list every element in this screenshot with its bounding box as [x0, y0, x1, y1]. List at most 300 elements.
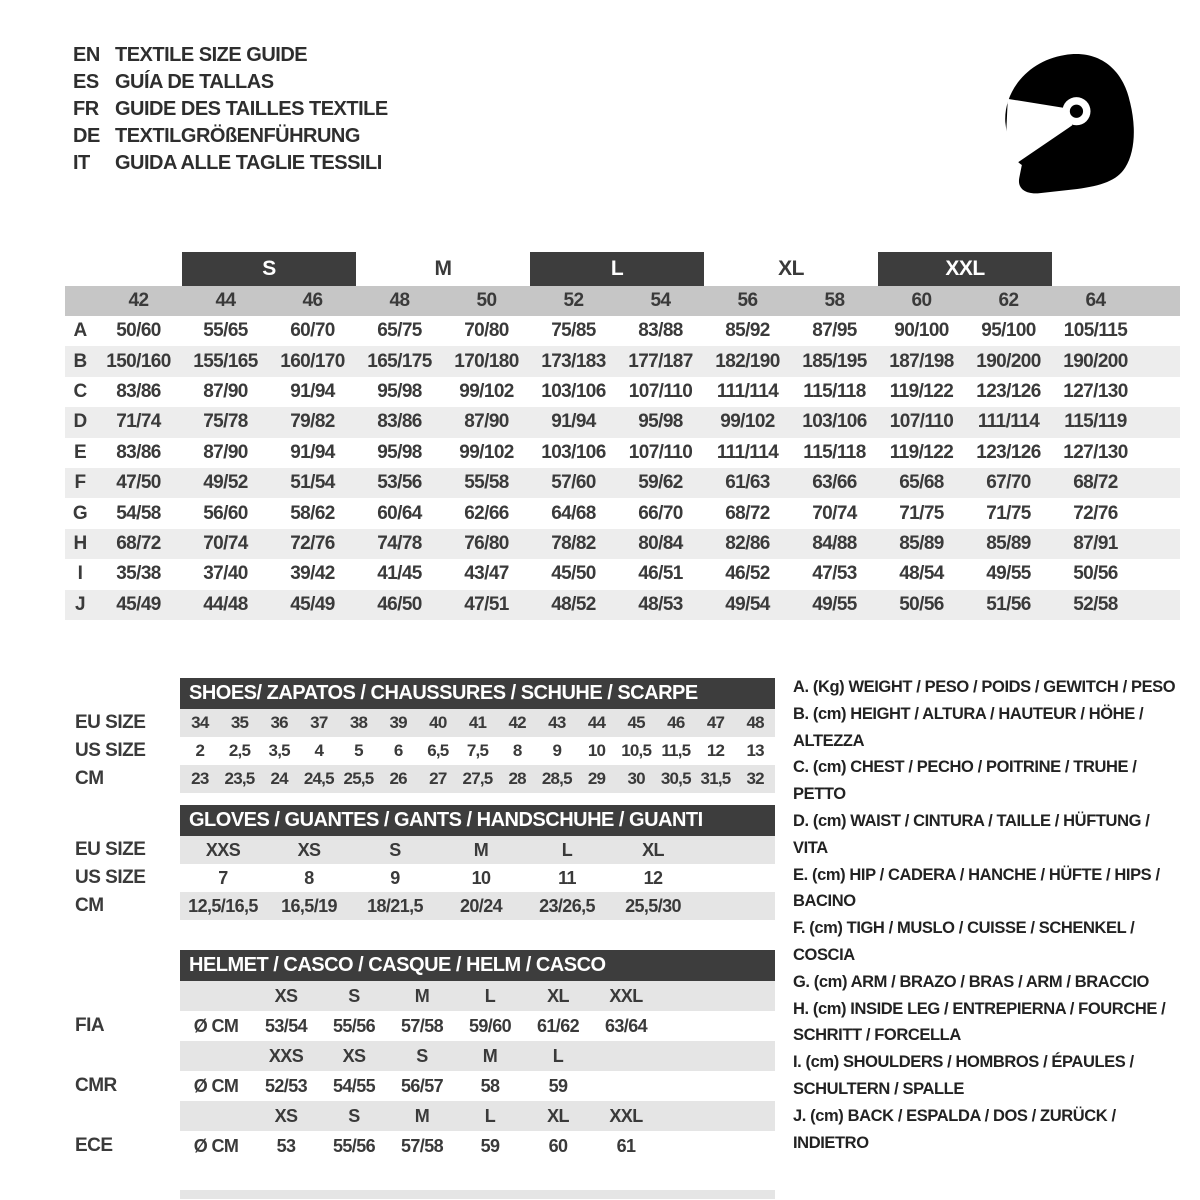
helmet-rows	[65, 981, 775, 1161]
size-band-l: L	[530, 252, 704, 286]
row-label: CM	[75, 768, 104, 789]
size-cell: 170/180	[454, 350, 519, 372]
size-cell: 119/122	[889, 441, 954, 463]
helmet-table-header	[180, 950, 775, 981]
corner-cell	[65, 286, 95, 316]
size-cell: 85/92	[725, 320, 770, 342]
value-cell: 12,5/16,5	[188, 895, 258, 916]
size-label-cell: L	[484, 1105, 496, 1126]
row-values	[180, 1041, 775, 1071]
size-cell: 66/70	[638, 502, 683, 524]
size-numbers-row	[65, 286, 1180, 316]
row-letter: C	[73, 380, 87, 402]
size-label-cell: XL	[547, 985, 569, 1006]
size-cell: 115/119	[1064, 411, 1127, 433]
legend-item: I. (cm) SHOULDERS / HOMBROS / ÉPAULES / SCHULTERN / SPALLE	[793, 1053, 1134, 1098]
shoes-rows	[65, 709, 775, 793]
size-number: 48	[389, 290, 410, 311]
value-cell: 7	[218, 867, 228, 888]
size-cell: 68/72	[1073, 472, 1118, 494]
value-cell: 55/56	[332, 1015, 376, 1036]
size-cell: 165/175	[367, 350, 432, 372]
size-table-body	[65, 316, 1180, 620]
legend-item: F. (cm) TIGH / MUSLO / CUISSE / SCHENKEL / COSCIA	[793, 919, 1135, 964]
table-row	[65, 346, 1180, 376]
value-cell: 59	[480, 1135, 500, 1156]
size-band-m: M	[434, 257, 452, 280]
row-label	[65, 1101, 180, 1131]
table-row	[65, 377, 1180, 407]
size-cell: 50/60	[116, 320, 161, 342]
size-cell: 51/54	[290, 472, 335, 494]
size-cell: 87/91	[1073, 532, 1118, 554]
row-values	[180, 892, 775, 920]
value-cell: 55/56	[332, 1135, 376, 1156]
size-cell: 150/160	[106, 350, 171, 372]
size-cell: 58/62	[290, 502, 335, 524]
size-label-cell: XXL	[609, 1105, 643, 1126]
size-cell: 45/50	[551, 563, 596, 585]
value-cell: 13	[746, 741, 764, 760]
gloves-row	[65, 892, 775, 920]
size-cell: 68/72	[725, 502, 770, 524]
value-cell: XXS	[205, 839, 241, 860]
value-cell: 44	[587, 713, 606, 732]
size-number: 50	[476, 290, 497, 311]
value-cell: 59/60	[468, 1015, 512, 1036]
shoes-row	[65, 737, 775, 765]
size-cell: 74/78	[377, 532, 422, 554]
value-cell: 23	[191, 769, 209, 788]
unit-cell	[180, 981, 252, 1011]
row-label: EU SIZE	[75, 712, 146, 733]
helmet-value-row	[65, 1011, 775, 1041]
size-cell: 82/86	[725, 532, 770, 554]
size-label-cell	[592, 1041, 660, 1071]
value-cell: 63/64	[604, 1015, 648, 1036]
size-number: 64	[1085, 290, 1106, 311]
value-cell: 20/24	[459, 895, 503, 916]
size-cell: 83/86	[116, 380, 161, 402]
size-cell: 115/118	[803, 441, 866, 463]
size-cell: 63/66	[812, 472, 857, 494]
value-cell: 8	[304, 867, 314, 888]
value-cell: 2,5	[228, 741, 251, 760]
main-size-table	[65, 252, 1180, 620]
row-letter: E	[73, 441, 87, 463]
size-cell: 46/50	[377, 593, 422, 615]
size-cell: 127/130	[1063, 441, 1128, 463]
helmet-table	[65, 950, 775, 1161]
size-cell: 50/56	[899, 593, 944, 615]
size-cell: 41/45	[377, 563, 422, 585]
size-cell: 78/82	[551, 532, 596, 554]
value-cell	[592, 1071, 660, 1101]
size-cell: 47/53	[812, 563, 857, 585]
language-code: EN	[73, 44, 100, 66]
size-number: 54	[650, 290, 671, 311]
value-cell: 10	[587, 741, 606, 760]
language-row	[73, 96, 388, 123]
size-label-cell: XS	[274, 1105, 298, 1126]
row-values	[180, 765, 775, 793]
value-cell: 60	[548, 1135, 568, 1156]
value-cell: 41	[468, 713, 487, 732]
size-cell: 87/90	[203, 441, 248, 463]
size-cell: 190/200	[976, 350, 1041, 372]
helmet-icon	[978, 28, 1160, 216]
row-values	[180, 1071, 775, 1101]
size-cell: 105/115	[1063, 320, 1128, 342]
value-cell: 53/54	[264, 1015, 308, 1036]
size-label-cell: M	[482, 1045, 498, 1066]
size-cell: 91/94	[290, 441, 335, 463]
language-code: DE	[73, 125, 100, 147]
unit-cell: Ø CM	[193, 1135, 239, 1156]
row-label: EU SIZE	[75, 839, 146, 860]
value-cell: 5	[354, 741, 363, 760]
size-cell: 111/114	[716, 441, 779, 463]
value-cell: 57/58	[400, 1135, 444, 1156]
size-cell: 55/58	[464, 472, 509, 494]
size-label-cell: L	[552, 1045, 564, 1066]
size-cell: 160/170	[280, 350, 345, 372]
size-cell: 83/88	[638, 320, 683, 342]
value-cell: 6	[393, 741, 403, 760]
value-cell: XS	[297, 839, 321, 860]
size-cell: 64/68	[551, 502, 596, 524]
legend-item: J. (cm) BACK / ESPALDA / DOS / ZURÜCK / INDIETRO	[793, 1106, 1116, 1152]
row-label: FIA	[75, 1015, 105, 1036]
legend-item: E. (cm) HIP / CADERA / HANCHE / HÜFTE / HIPS / BACINO	[793, 865, 1160, 911]
value-cell: 48	[746, 713, 764, 732]
row-label: CMR	[75, 1075, 117, 1096]
language-code: ES	[73, 71, 99, 93]
legend-list	[793, 674, 1185, 1156]
size-cell: 87/90	[203, 380, 248, 402]
row-letter: F	[74, 472, 86, 494]
row-letter: A	[73, 320, 87, 342]
value-cell: 34	[191, 713, 209, 732]
size-cell: 44/48	[203, 593, 248, 615]
row-letter: I	[77, 563, 83, 585]
value-cell: 52/53	[264, 1075, 308, 1096]
language-title: GUIDA ALLE TAGLIE TESSILI	[115, 152, 382, 174]
size-cell: 52/58	[1073, 593, 1118, 615]
size-cell: 61/63	[725, 472, 770, 494]
value-cell: XL	[642, 839, 664, 860]
value-cell: 31,5	[700, 769, 731, 788]
size-cell: 190/200	[1063, 350, 1128, 372]
size-cell: 111/114	[977, 411, 1040, 433]
value-cell: 28,5	[541, 769, 572, 788]
size-cell: 107/110	[628, 380, 693, 402]
size-cell: 177/187	[628, 350, 693, 372]
size-label-cell: XS	[274, 985, 298, 1006]
helmet-table-title: HELMET / CASCO / CASQUE / HELM / CASCO	[189, 954, 606, 976]
value-cell: 59	[548, 1075, 568, 1096]
value-cell: 10	[471, 867, 491, 888]
value-cell: 39	[389, 713, 407, 732]
shoes-table-title: SHOES/ ZAPATOS / CHAUSSURES / SCHUHE / SCARPE	[189, 682, 698, 704]
size-cell: 127/130	[1063, 380, 1128, 402]
size-cell: 37/40	[203, 563, 248, 585]
size-cell: 91/94	[290, 380, 335, 402]
size-cell: 65/75	[377, 320, 422, 342]
value-cell: 9	[552, 741, 562, 760]
row-letter: D	[73, 411, 87, 433]
size-cell: 71/74	[116, 411, 161, 433]
size-cell: 67/70	[986, 472, 1031, 494]
size-cell: 111/114	[716, 380, 779, 402]
gloves-row	[65, 836, 775, 864]
language-title: GUÍA DE TALLAS	[115, 71, 274, 93]
unit-cell	[180, 1041, 252, 1071]
value-cell: 38	[349, 713, 368, 732]
row-letter: G	[72, 502, 88, 524]
size-cell: 68/72	[116, 532, 161, 554]
size-cell: 79/82	[290, 411, 335, 433]
value-cell: 24	[270, 769, 288, 788]
size-band-xxl: XXL	[878, 252, 1052, 286]
value-cell: 61	[616, 1135, 636, 1156]
size-band-row	[65, 252, 1180, 286]
value-cell: 25,5	[343, 769, 374, 788]
size-label-cell: M	[414, 985, 430, 1006]
legend-item: C. (cm) CHEST / PECHO / POITRINE / TRUHE / PETTO	[793, 758, 1137, 804]
size-cell: 123/126	[976, 441, 1041, 463]
shoes-table	[65, 678, 775, 793]
size-cell: 84/88	[812, 532, 857, 554]
value-cell: 12	[643, 867, 663, 888]
size-cell: 83/86	[377, 411, 422, 433]
legend-item: D. (cm) WAIST / CINTURA / TAILLE / HÜFTUNG / VITA	[793, 811, 1150, 857]
size-cell: 75/78	[203, 411, 248, 433]
size-cell: 45/49	[290, 593, 335, 615]
size-cell: 87/90	[464, 411, 509, 433]
value-cell: 24,5	[303, 769, 334, 788]
size-cell: 95/98	[377, 380, 422, 402]
value-cell: 10,5	[621, 741, 652, 760]
value-cell: 12	[706, 741, 725, 760]
row-values	[180, 709, 775, 737]
size-cell: 103/106	[541, 441, 606, 463]
row-values	[180, 981, 775, 1011]
value-cell: 6,5	[427, 741, 449, 760]
size-label-cell: XXS	[268, 1045, 304, 1066]
gloves-table-header	[180, 805, 775, 836]
size-number: 44	[215, 290, 236, 311]
size-cell: 70/74	[812, 502, 857, 524]
table-row	[65, 316, 1180, 346]
row-values	[180, 1101, 775, 1131]
row-label	[65, 1041, 180, 1071]
value-cell: 37	[310, 713, 328, 732]
size-cell: 48/52	[551, 593, 596, 615]
value-cell: 53	[276, 1135, 296, 1156]
size-number: 60	[911, 290, 932, 311]
value-cell: 30,5	[660, 769, 691, 788]
value-cell: 16,5/19	[281, 895, 337, 916]
row-label: ECE	[75, 1135, 113, 1156]
language-title: TEXTILE SIZE GUIDE	[115, 44, 308, 66]
value-cell: 25,5/30	[625, 895, 681, 916]
language-row	[73, 42, 388, 69]
language-row	[73, 150, 388, 177]
size-cell: 49/52	[203, 472, 248, 494]
size-cell: 65/68	[899, 472, 944, 494]
table-row	[65, 590, 1180, 620]
size-cell: 71/75	[899, 502, 944, 524]
helmet-size-row	[65, 1101, 775, 1131]
table-row	[65, 407, 1180, 437]
size-cell: 46/52	[725, 563, 770, 585]
size-cell: 60/70	[290, 320, 335, 342]
value-cell: 35	[230, 713, 249, 732]
value-cell: S	[389, 839, 401, 860]
row-label: US SIZE	[75, 867, 146, 888]
helmet-value-row	[65, 1131, 775, 1161]
value-cell: 42	[508, 713, 526, 732]
size-cell: 83/86	[116, 441, 161, 463]
gloves-table	[65, 805, 775, 920]
size-cell: 99/102	[459, 441, 514, 463]
language-title: GUIDE DES TAILLES TEXTILE	[115, 98, 388, 120]
size-cell: 103/106	[541, 380, 606, 402]
legend-item: G. (cm) ARM / BRAZO / BRAS / ARM / BRACCIO	[793, 972, 1149, 991]
value-cell: 9	[390, 867, 400, 888]
size-label-cell: S	[416, 1045, 428, 1066]
value-cell: 8	[512, 741, 522, 760]
size-cell: 107/110	[628, 441, 693, 463]
value-cell: 36	[270, 713, 288, 732]
value-cell: 43	[548, 713, 566, 732]
gloves-rows	[65, 836, 775, 920]
size-cell: 95/100	[981, 320, 1036, 342]
size-label-cell: XL	[547, 1105, 569, 1126]
size-band-xl: XL	[778, 257, 804, 280]
value-cell: 40	[429, 713, 447, 732]
size-cell: 51/56	[986, 593, 1031, 615]
size-cell: 55/65	[203, 320, 248, 342]
language-code: FR	[73, 98, 99, 120]
value-cell: 23,5	[224, 769, 255, 788]
value-cell: 46	[667, 713, 685, 732]
size-cell: 99/102	[459, 380, 514, 402]
size-cell: 72/76	[1073, 502, 1118, 524]
size-cell: 47/50	[116, 472, 161, 494]
language-title: TEXTILGRÖßENFÜHRUNG	[115, 125, 360, 147]
size-cell: 115/118	[803, 380, 866, 402]
size-cell: 50/56	[1073, 563, 1118, 585]
row-values	[180, 1011, 775, 1041]
size-cell: 48/54	[899, 563, 944, 585]
value-cell: 56/57	[400, 1075, 444, 1096]
size-cell: 71/75	[986, 502, 1031, 524]
table-row	[65, 468, 1180, 498]
size-cell: 70/80	[464, 320, 509, 342]
unit-cell: Ø CM	[193, 1075, 239, 1096]
size-cell: 173/183	[541, 350, 606, 372]
row-label: CM	[75, 895, 104, 916]
size-cell: 91/94	[551, 411, 596, 433]
value-cell: L	[561, 839, 573, 860]
language-row	[73, 123, 388, 150]
row-values	[180, 864, 775, 892]
value-cell: 61/62	[536, 1015, 580, 1036]
shoes-table-header	[180, 678, 775, 709]
size-band-s: S	[182, 252, 356, 286]
size-cell: 76/80	[464, 532, 509, 554]
size-label-cell: XS	[342, 1045, 366, 1066]
size-cell: 54/58	[116, 502, 161, 524]
size-number: 58	[824, 290, 845, 311]
size-number: 62	[998, 290, 1019, 311]
size-cell: 62/66	[464, 502, 509, 524]
size-cell: 47/51	[464, 593, 509, 615]
value-cell: 28	[508, 769, 526, 788]
size-cell: 60/64	[377, 502, 422, 524]
unit-cell: Ø CM	[193, 1015, 239, 1036]
size-cell: 49/55	[812, 593, 857, 615]
value-cell: 11	[558, 867, 576, 888]
size-cell: 57/60	[551, 472, 596, 494]
value-cell: 18/21,5	[367, 895, 423, 916]
table-row	[65, 438, 1180, 468]
value-cell: 27,5	[462, 769, 493, 788]
table-row	[65, 498, 1180, 528]
size-label-cell: XXL	[609, 985, 643, 1006]
shoes-row	[65, 765, 775, 793]
size-cell: 182/190	[715, 350, 780, 372]
size-cell: 85/89	[986, 532, 1031, 554]
size-cell: 95/98	[638, 411, 683, 433]
size-cell: 53/56	[377, 472, 422, 494]
size-cell: 155/165	[193, 350, 258, 372]
table-row	[65, 529, 1180, 559]
size-cell: 70/74	[203, 532, 248, 554]
row-letter: B	[73, 350, 87, 372]
size-label-cell: L	[484, 985, 496, 1006]
row-label: US SIZE	[75, 740, 146, 761]
size-cell: 80/84	[638, 532, 683, 554]
size-cell: 85/89	[899, 532, 944, 554]
helmet-size-row	[65, 1041, 775, 1071]
value-cell: 23/26,5	[539, 895, 595, 916]
value-cell: 30	[627, 769, 645, 788]
row-values	[180, 737, 775, 765]
language-row	[73, 69, 388, 96]
gloves-row	[65, 864, 775, 892]
size-label-cell: M	[414, 1105, 430, 1126]
size-label-cell: S	[348, 1105, 360, 1126]
size-cell: 75/85	[551, 320, 596, 342]
value-cell: 54/55	[332, 1075, 376, 1096]
size-cell: 119/122	[889, 380, 954, 402]
size-cell: 185/195	[802, 350, 867, 372]
value-cell: 27	[429, 769, 447, 788]
helmet-value-row	[65, 1071, 775, 1101]
size-number: 42	[128, 290, 149, 311]
value-cell: 57/58	[400, 1015, 444, 1036]
gloves-table-title: GLOVES / GUANTES / GANTS / HANDSCHUHE / GUANTI	[189, 809, 703, 831]
size-cell: 90/100	[894, 320, 949, 342]
table-row	[65, 559, 1180, 589]
legend-item: B. (cm) HEIGHT / ALTURA / HAUTEUR / HÖHE / ALTEZZA	[793, 704, 1144, 750]
row-values	[180, 836, 775, 864]
bottom-partial-row	[180, 1190, 775, 1199]
unit-cell	[180, 1101, 252, 1131]
